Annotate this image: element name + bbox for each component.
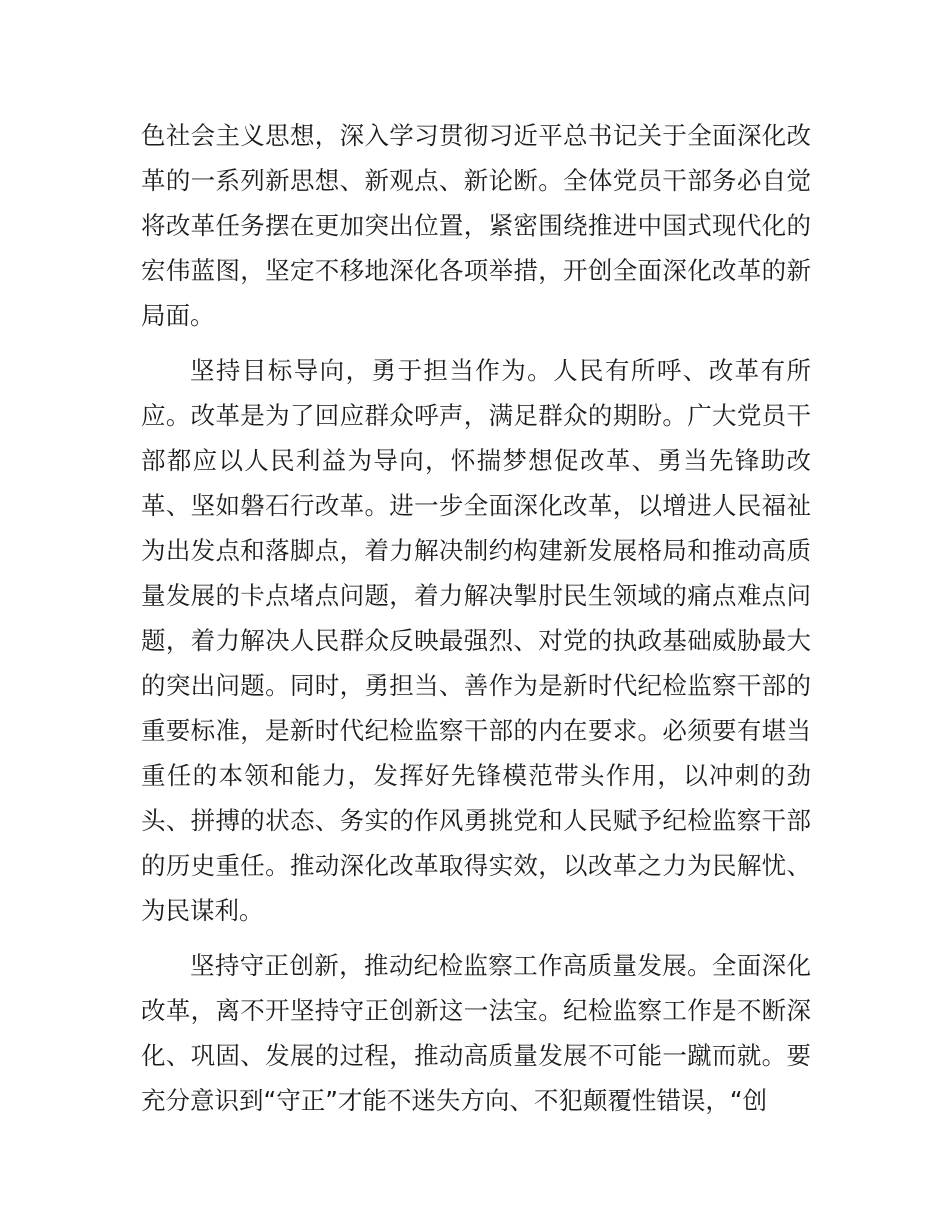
document-body	[141, 113, 811, 1133]
paragraph-continued: 色社会主义思想，深入学习贯彻习近平总书记关于全面深化改革的一系列新思想、新观点、新论断。全体党员干部务必自觉将改革任务摆在更加突出位置，紧密围绕推进中国式现代化的宏伟蓝图，坚定不移地深化各项举措，开创全面深化改革的新局面。	[141, 121, 811, 330]
paragraph-goal-orientation: 坚持目标导向，勇于担当作为。人民有所呼、改革有所应。改革是为了回应群众呼声，满足群众的期盼。广大党员干部都应以人民利益为导向，怀揣梦想促改革、勇当先锋助改革、坚如磐石行改革。进一步全面深化改革，以增进人民福祉为出发点和落脚点，着力解决制约构建新发展格局和推动高质量发展的卡点堵点问题，着力解决掣肘民生领域的痛点难点问题，着力解决人民群众反映最强烈、对党的执政基础威胁最大的突出问题。同时，勇担当、善作为是新时代纪检监察干部的重要标准，是新时代纪检监察干部的内在要求。必须要有堪当重任的本领和能力，发挥好先锋模范带头作用，以冲刺的劲头、拼搏的状态、务实的作风勇挑党和人民赋予纪检监察干部的历史重任。推动深化改革取得实效，以改革之力为民解忧、为民谋利。	[141, 356, 811, 925]
paragraph-innovation: 坚持守正创新，推动纪检监察工作高质量发展。全面深化改革，离不开坚持守正创新这一法宝。纪检监察工作是不断深化、巩固、发展的过程，推动高质量发展不可能一蹴而就。要充分意识到“守正”才能不迷失方向、不犯颠覆性错误，“创	[141, 951, 811, 1115]
